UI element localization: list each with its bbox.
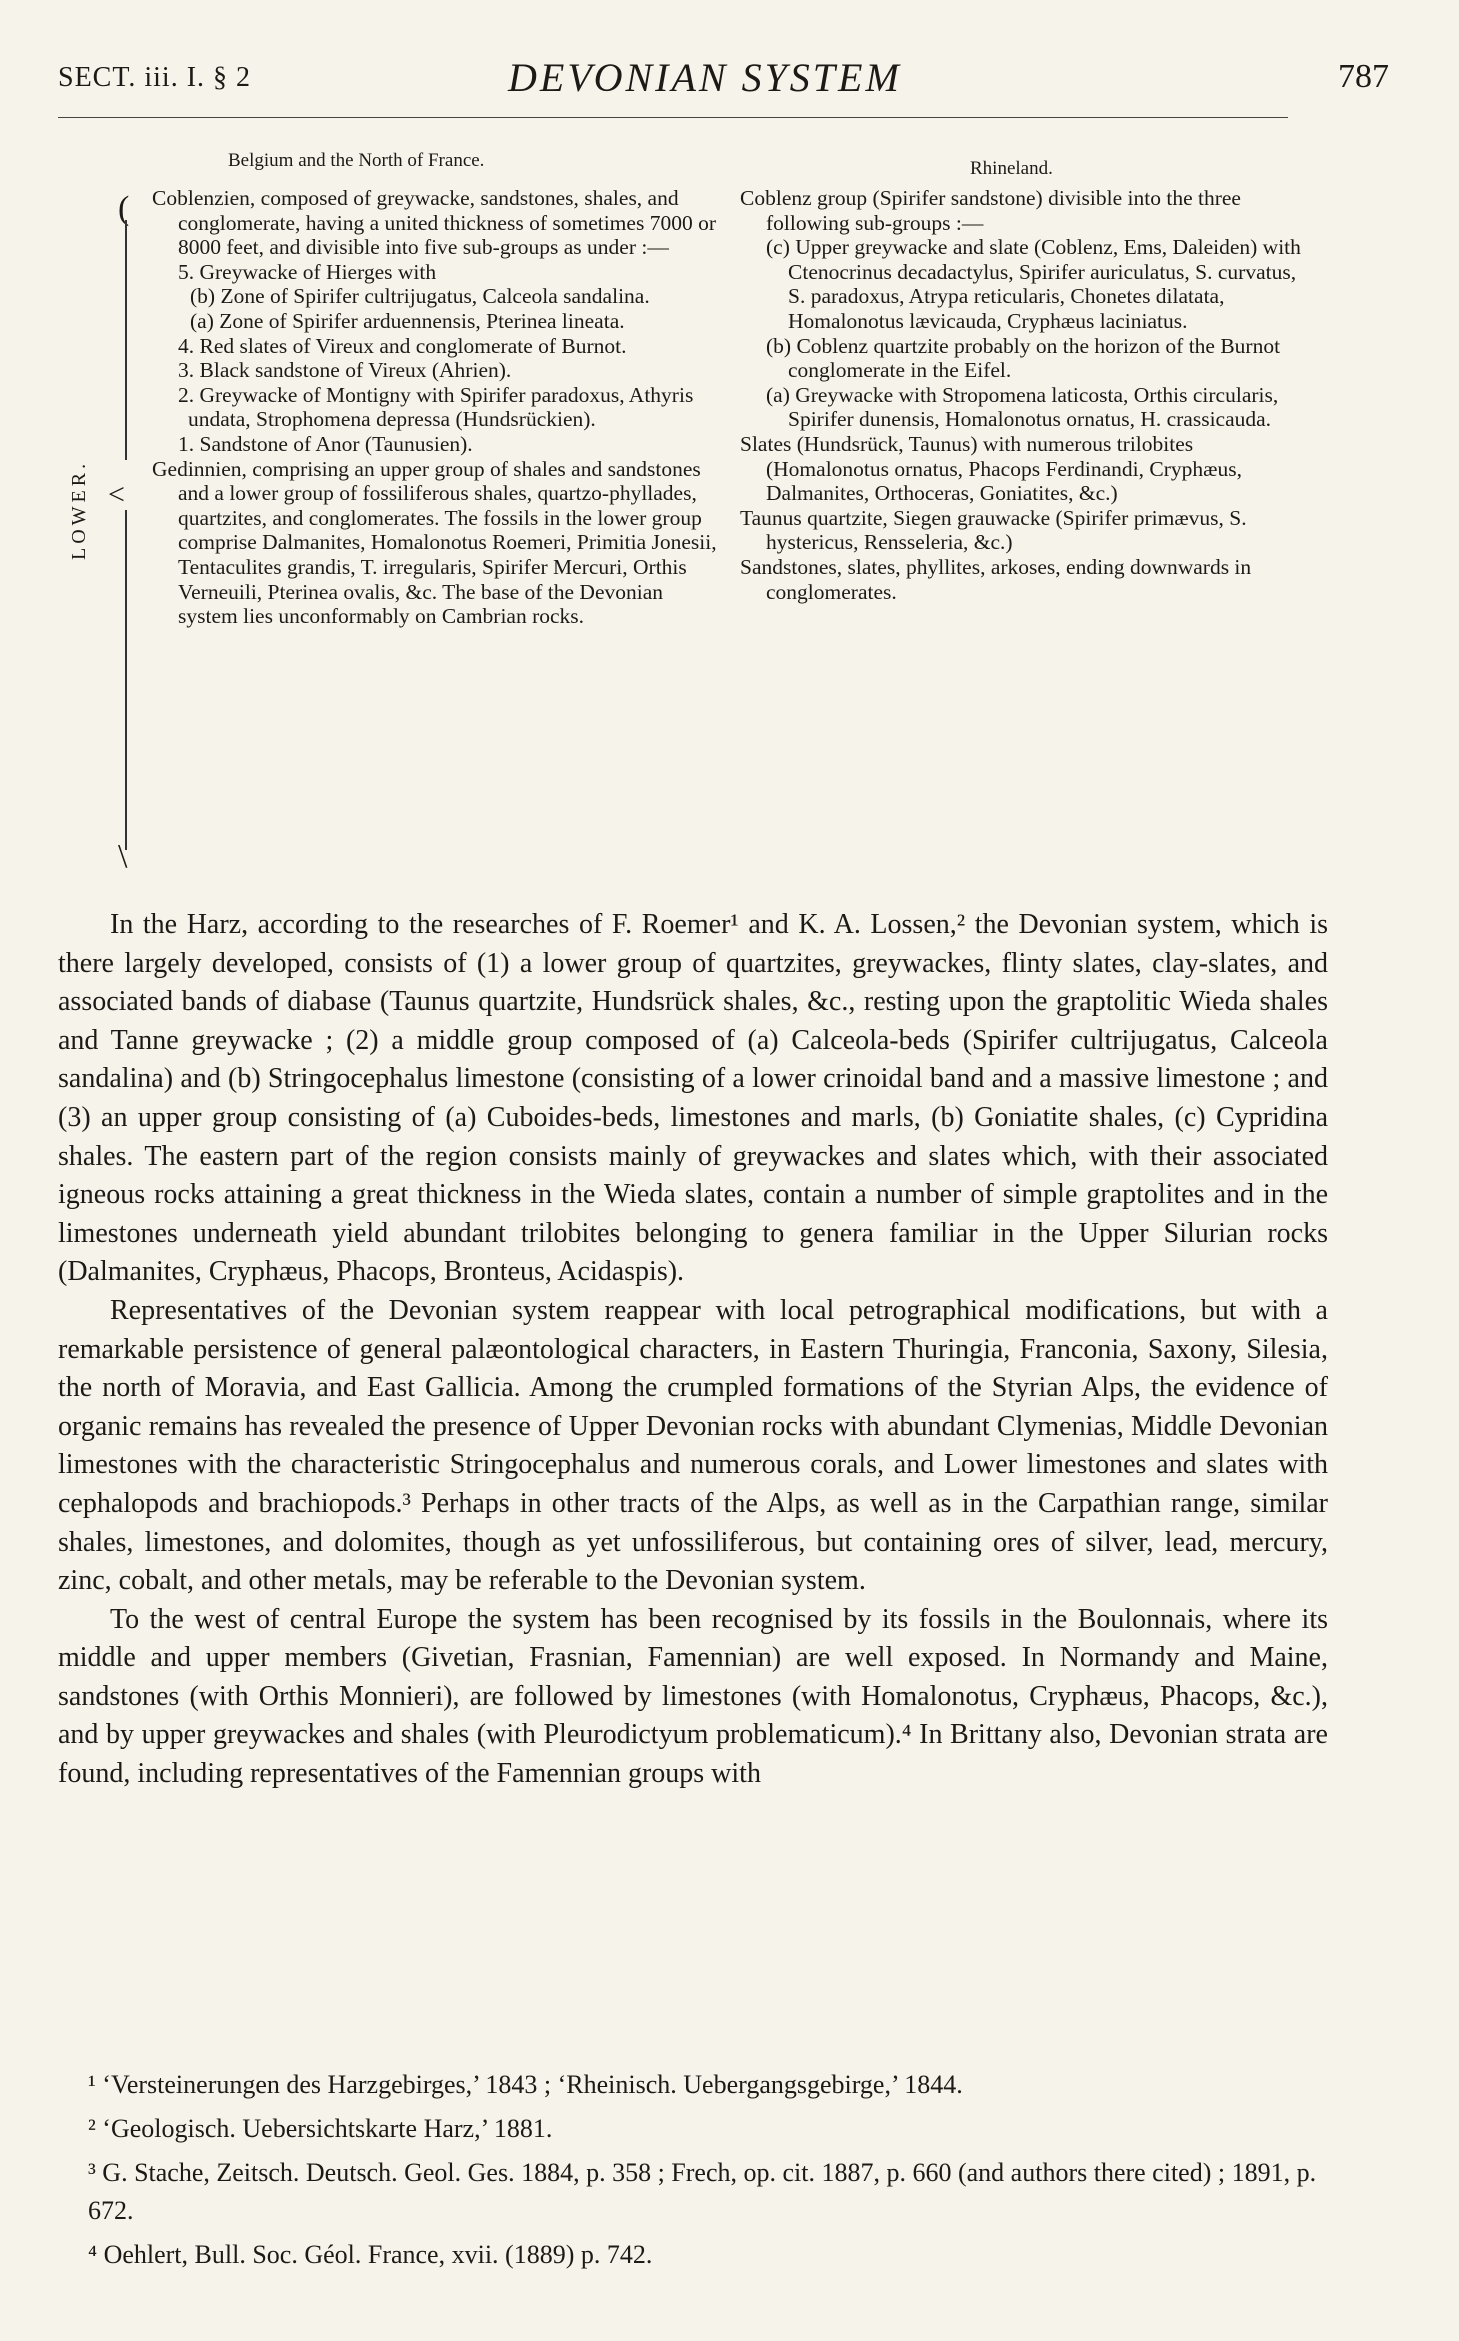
table-entry: 4. Red slates of Vireux and conglomerate of Burnot. <box>178 333 627 358</box>
page-number: 787 <box>1338 58 1389 95</box>
table-entry: Coblenzien, composed of greywacke, sandstones, shales, and conglomerate, having a united thickness of sometimes 7000 or 8000 feet, and divisible into five sub-groups as under :— <box>152 186 716 260</box>
table-entry: (c) Upper greywacke and slate (Coblenz, Ems, Daleiden) with Ctenocrinus decadactylus, Spirifer auriculatus, S. curvatus, S. paradoxus, Atrypa reticularis, Chonetes dilatata, Homalonotus lævicauda, Cryphæus laciniatus. <box>766 235 1301 333</box>
table-entry: Slates (Hundsrück, Taunus) with numerous trilobites (Homalonotus ornatus, Phacops Ferdinandi, Cryphæus, Dalmanites, Orthoceras, Goniatites, &c.) <box>740 431 1242 506</box>
table-entry: Coblenz group (Spirifer sandstone) divisible into the three following sub-groups :— <box>740 186 1241 235</box>
left-column-heading: Belgium and the North of France. <box>228 150 485 171</box>
paragraph: In the Harz, according to the researches of F. Roemer¹ and K. A. Lossen,² the Devonian system, which is there largely developed, consists of (1) a lower group of quartzites, greywackes, flinty slates, clay-slates, and associated bands of diabase (Taunus quartzite, Hundsrück shales, &c., resting upon the graptolitic Wieda shales and Tanne greywacke ; (2) a middle group composed of (a) Calceola-beds (Spirifer cultrijugatus, Calceola sandalina) and (b) Stringocephalus limestone (consisting of a lower crinoidal band and a massive limestone ; and (3) an upper group consisting of (a) Cuboides-beds, limestones and marls, (b) Goniatite shales, (c) Cypridina shales. The eastern part of the region consists mainly of greywackes and slates which, with their associated igneous rocks attaining a great thickness in the Wieda slates, contain a number of simple graptolites and in the limestones underneath yield abundant trilobites belonging to genera familiar in the Upper Silurian rocks (Dalmanites, Cryphæus, Phacops, Bronteus, Acidaspis). <box>58 909 1328 1288</box>
table-entry: 1. Sandstone of Anor (Taunusien). <box>178 431 473 456</box>
footnote: ¹ ‘Versteinerungen des Harzgebirges,’ 1843 ; ‘Rheinisch. Uebergangsgebirge,’ 1844. <box>88 2070 963 2099</box>
table-entry: (b) Coblenz quartzite probably on the horizon of the Burnot conglomerate in the Eifel. <box>766 333 1281 383</box>
footnote: ⁴ Oehlert, Bull. Soc. Géol. France, xvii. (1889) p. 742. <box>88 2240 653 2269</box>
table-entry: (a) Zone of Spirifer arduennensis, Pterinea lineata. <box>190 308 625 333</box>
footnote: ² ‘Geologisch. Uebersichtskarte Harz,’ 1881. <box>88 2114 553 2143</box>
right-column-heading: Rhineland. <box>970 158 1053 179</box>
table-entry: Gedinnien, comprising an upper group of shales and sandstones and a lower group of fossiliferous shales, quartzo-phyllades, quartzites, and conglomerates. The fossils in the lower group comprise Dalmanites, Homalonotus Roemeri, Primitia Jonesii, Tentaculites grandis, T. irregularis, Spirifer Mercuri, Orthis Verneuili, Pterinea ovalis, &c. The base of the Devonian system lies unconformably on Cambrian rocks. <box>152 456 717 629</box>
brace-line <box>125 510 127 850</box>
right-column <box>740 186 1318 604</box>
left-column <box>152 186 717 629</box>
footnote: ³ G. Stache, Zeitsch. Deutsch. Geol. Ges. 1884, p. 358 ; Frech, op. cit. 1887, p. 660 (and authors there cited) ; 1891, p. 672. <box>88 2158 1317 2225</box>
running-title: DEVONIAN SYSTEM <box>508 55 902 100</box>
page-header <box>58 52 1389 102</box>
paragraph: Representatives of the Devonian system reappear with local petrographical modifications, but with a remarkable persistence of general palæontological characters, in Eastern Thuringia, Franconia, Saxony, Silesia, the north of Moravia, and East Gallicia. Among the crumpled formations of the Styrian Alps, the evidence of organic remains has revealed the presence of Upper Devonian rocks with abundant Clymenias, Middle Devonian limestones with the characteristic Stringocephalus and numerous corals, and Lower limestones and slates with cephalopods and brachiopods.³ Perhaps in other tracts of the Alps, as well as in the Carpathian range, similar shales, limestones, and dolomites, though as yet unfossiliferous, but containing ores of silver, lead, mercury, zinc, cobalt, and other metals, may be referable to the Devonian system. <box>58 1294 1328 1597</box>
table-entry: 2. Greywacke of Montigny with Spirifer paradoxus, Athyris undata, Strophomena depressa (Hundsrückien). <box>178 382 694 432</box>
table-entry: 5. Greywacke of Hierges with <box>178 259 437 284</box>
table-entry: Taunus quartzite, Siegen grauwacke (Spirifer primævus, S. hystericus, Rensseleria, &c.) <box>740 505 1247 555</box>
brace-line <box>125 220 127 460</box>
table-entry: Sandstones, slates, phyllites, arkoses, ending downwards in conglomerates. <box>740 554 1252 604</box>
side-label-lower: LOWER. <box>68 459 90 560</box>
brace-bottom: \ <box>118 838 128 875</box>
body-text <box>58 906 1328 1794</box>
header-rule <box>58 117 1288 118</box>
section-label: SECT. iii. I. § 2 <box>58 62 252 93</box>
table-entry: (a) Greywacke with Stropomena laticosta, Orthis circularis, Spirifer dunensis, Homalonotus ornatus, H. crassicauda. <box>766 382 1279 432</box>
table-entry: 3. Black sandstone of Vireux (Ahrien). <box>178 358 512 383</box>
table-entry: (b) Zone of Spirifer cultrijugatus, Calceola sandalina. <box>190 284 650 309</box>
footnotes <box>58 2066 1328 2280</box>
brace-middle: < <box>108 478 125 511</box>
paragraph: To the west of central Europe the system has been recognised by its fossils in the Boulonnais, where its middle and upper members (Givetian, Frasnian, Famennian) are well exposed. In Normandy and Maine, sandstones (with Orthis Monnieri), are followed by limestones (with Homalonotus, Cryphæus, Phacops, &c.), and by upper greywackes and shales (with Pleurodictyum problematicum).⁴ In Brittany also, Devonian strata are found, including representatives of the Famennian groups with <box>58 1603 1328 1790</box>
brace-top: ( <box>118 190 130 227</box>
